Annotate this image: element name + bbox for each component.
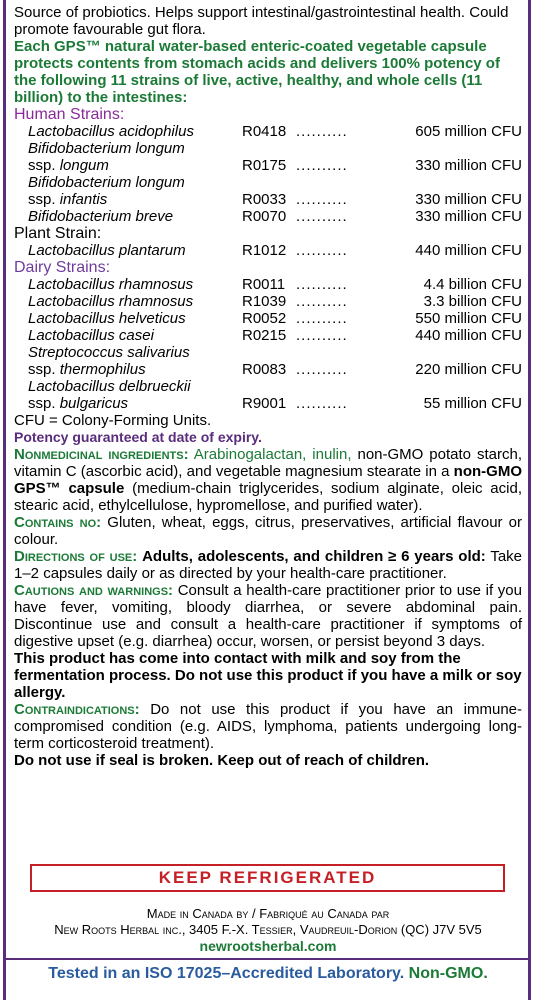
strain-row: [14, 293, 522, 310]
strain-row: [14, 191, 522, 208]
ssp-name: infantis: [59, 191, 108, 208]
strain-name: Lactobacillus rhamnosus: [28, 293, 194, 310]
leader-dots: ..........: [296, 395, 348, 412]
strain-code: R9001: [242, 395, 287, 412]
strain-name: Lactobacillus delbrueckii: [28, 378, 191, 395]
plant-strain-heading: Plant Strain:: [14, 225, 102, 242]
strain-cfu: 4.4 billion CFU: [423, 276, 522, 293]
strain-row: [14, 208, 522, 225]
label-content: [14, 4, 522, 769]
address-line: New Roots Herbal inc., 3405 F.-X. Tessier, Vaudreuil-Dorion (QC) J7V 5V5: [54, 922, 482, 937]
manufacturer-info: [14, 906, 522, 938]
nonmedicinal-highlight: Arabinogalactan, inulin,: [193, 446, 352, 463]
strain-name: Lactobacillus helveticus: [28, 310, 186, 327]
capsule-statement: Each GPS™ natural water-based enteric-coated vegetable capsule protects contents from stomach acids and delivers 100% potency of the following 11 strains of live, active, healthy, and whole cells (11 billion) to the intestines:: [14, 38, 500, 106]
contraindications: [14, 701, 522, 752]
leader-dots: ..........: [296, 310, 348, 327]
contains-no: [14, 514, 522, 548]
strain-code: R0215: [242, 327, 287, 344]
contraindications-text: Do not use this product if you have an immune-compromised condition (e.g. AIDS, lymphoma, patients undergoing long-term corticosteroid treatment).: [14, 701, 522, 752]
ssp-prefix: ssp.: [28, 157, 56, 174]
cautions-label: Cautions and warnings:: [14, 582, 174, 599]
nonmedicinal-label: Nonmedicinal ingredients:: [14, 446, 189, 463]
strain-code: R0011: [242, 276, 286, 293]
strain-cfu: 3.3 billion CFU: [423, 293, 522, 310]
leader-dots: ..........: [296, 361, 348, 378]
ssp-prefix: ssp.: [28, 361, 56, 378]
strain-name: Streptococcus salivarius: [28, 344, 190, 361]
cautions-and-warnings: [14, 582, 522, 650]
strain-name: Lactobacillus casei: [28, 327, 154, 344]
capsule-ingredients: (medium-chain triglycerides, sodium alginate, oleic acid, stearic acid, ethylcellulose, hypromellose, and purified water).: [14, 480, 522, 514]
strain-cfu: 605 million CFU: [415, 123, 522, 140]
ssp-name: thermophilus: [59, 361, 146, 378]
capsule-name: non-GMO GPS™ capsule: [14, 463, 522, 497]
strain-name: Lactobacillus plantarum: [28, 242, 186, 259]
leader-dots: ..........: [296, 242, 348, 259]
made-in-line: Made in Canada by / Fabriqué au Canada par: [146, 906, 390, 921]
ssp-name: longum: [59, 157, 109, 174]
strain-cfu: 440 million CFU: [415, 327, 522, 344]
strain-cfu: 550 million CFU: [415, 310, 522, 327]
non-gmo-text: Non-GMO.: [408, 965, 488, 982]
strain-cfu: 330 million CFU: [415, 191, 522, 208]
strain-cfu: 55 million CFU: [423, 395, 522, 412]
strain-code: R1012: [242, 242, 287, 259]
strain-code: R1039: [242, 293, 287, 310]
cautions-text: Consult a health-care practitioner prior to use if you have fever, vomiting, bloody diarrhea, or severe abdominal pain. Discontinue use and consult a health-care practitioner if symptoms of digestive upset (e.g. diarrhea) occur, worsen, or persist beyond 3 days.: [14, 582, 522, 650]
ssp-prefix: ssp.: [28, 191, 56, 208]
ssp-name: bulgaricus: [59, 395, 129, 412]
human-strains-heading: Human Strains:: [14, 106, 125, 123]
strain-name: Bifidobacterium longum: [28, 174, 185, 191]
strain-subspecies: [14, 191, 242, 208]
leader-dots: ..........: [296, 123, 348, 140]
strain-subspecies: [14, 157, 242, 174]
ssp-prefix: ssp.: [28, 395, 56, 412]
potency-statement: Potency guaranteed at date of expiry.: [14, 429, 262, 445]
cfu-note: CFU = Colony-Forming Units.: [14, 412, 212, 429]
strain-code: R0418: [242, 123, 287, 140]
nonmedicinal-ingredients: [14, 446, 522, 514]
strain-code: R0083: [242, 361, 287, 378]
strain-row: [14, 242, 522, 259]
strain-cfu: 330 million CFU: [415, 208, 522, 225]
leader-dots: ..........: [296, 191, 348, 208]
strain-cfu: 330 million CFU: [415, 157, 522, 174]
strain-row: [14, 327, 522, 344]
directions-of-use: [14, 548, 522, 582]
strain-code: R0052: [242, 310, 287, 327]
strain-name: Bifidobacterium breve: [28, 208, 174, 225]
tested-text: Tested in an ISO 17025–Accredited Laboratory.: [48, 965, 405, 982]
strain-row: [14, 310, 522, 327]
contains-no-text: Gluten, wheat, eggs, citrus, preservatives, artificial flavour or colour.: [14, 514, 522, 548]
strain-name: Lactobacillus rhamnosus: [28, 276, 194, 293]
leader-dots: ..........: [296, 276, 348, 293]
strain-subspecies: [14, 361, 242, 378]
strain-row: [14, 157, 522, 174]
website-link[interactable]: newrootsherbal.com: [199, 938, 337, 954]
strain-code: R0033: [242, 191, 287, 208]
keep-refrigerated-banner: KEEP REFRIGERATED: [30, 864, 505, 892]
strain-name: Lactobacillus acidophilus: [28, 123, 194, 140]
lab-tested-footer: [14, 964, 522, 984]
intro-text: Source of probiotics. Helps support intestinal/gastrointestinal health. Could promote favourable gut flora.: [14, 4, 509, 38]
strain-subspecies: [14, 395, 242, 412]
seal-warning: Do not use if seal is broken. Keep out of reach of children.: [14, 752, 430, 769]
leader-dots: ..........: [296, 208, 348, 225]
directions-audience: Adults, adolescents, and children ≥ 6 years old:: [142, 548, 486, 565]
strain-row: [14, 123, 522, 140]
leader-dots: ..........: [296, 157, 348, 174]
strain-row: [14, 361, 522, 378]
milk-soy-warning: This product has come into contact with milk and soy from the fermentation process. Do not use this product if you have a milk or soy allergy.: [14, 650, 522, 701]
strain-code: R0070: [242, 208, 287, 225]
strain-row: [14, 395, 522, 412]
leader-dots: ..........: [296, 293, 348, 310]
divider: [3, 958, 531, 960]
strain-name: Bifidobacterium longum: [28, 140, 185, 157]
strain-cfu: 440 million CFU: [415, 242, 522, 259]
contraindications-label: Contraindications:: [14, 701, 140, 718]
contains-no-label: Contains no:: [14, 514, 102, 531]
dairy-strains-heading: Dairy Strains:: [14, 259, 111, 276]
strain-cfu: 220 million CFU: [415, 361, 522, 378]
directions-label: Directions of use:: [14, 548, 138, 565]
leader-dots: ..........: [296, 327, 348, 344]
directions-text: Take 1–2 capsules daily or as directed by your health-care practitioner.: [14, 548, 523, 582]
strain-code: R0175: [242, 157, 287, 174]
strain-row: [14, 276, 522, 293]
nonmedicinal-text: non-GMO potato starch, vitamin C (ascorbic acid), and vegetable magnesium stearate in a: [14, 446, 523, 480]
